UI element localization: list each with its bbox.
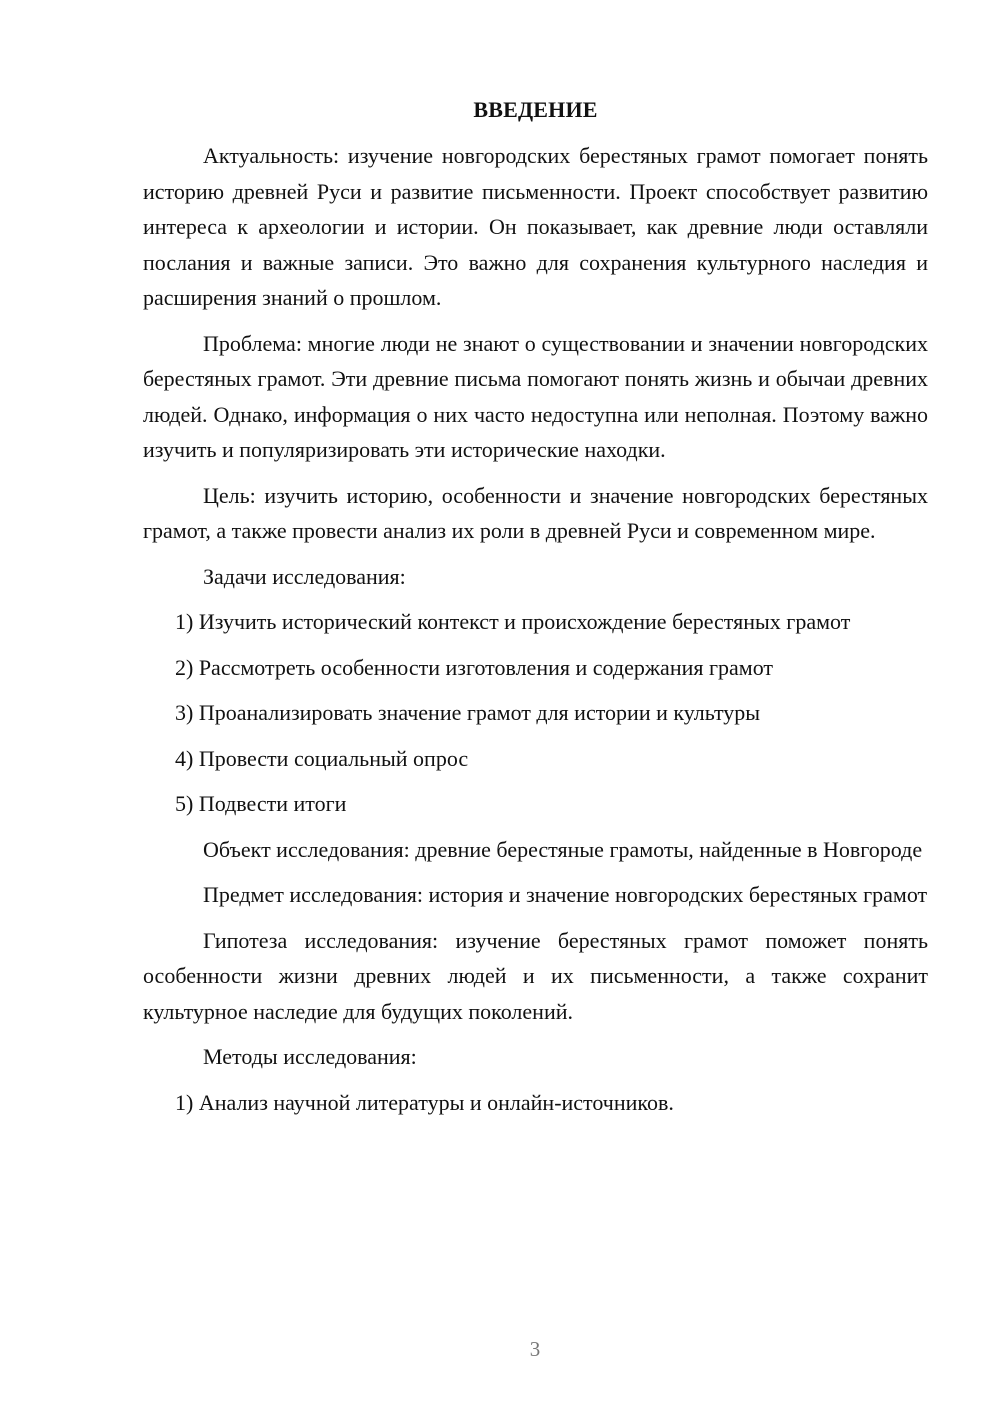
page-content (143, 96, 928, 1120)
subject-paragraph: Предмет исследования: история и значение новгородских берестяных грамот (203, 882, 928, 907)
hypothesis-paragraph: Гипотеза исследования: изучение берестяных грамот поможет понять особенности жизни древних людей и их письменности, а также сохранит культурное наследие для будущих поколений. (143, 927, 928, 1024)
tasks-heading: Задачи исследования: (203, 563, 406, 589)
task-item-4: 4) Провести социальный опрос (175, 745, 469, 771)
relevance-paragraph: Актуальность: изучение новгородских берестяных грамот помогает понять историю древней Руси и развитие письменности. Проект способствует развитию интереса к археологии и истории. Он показывает, как древние люди оставляли послания и важные записи. Это важно для сохранения культурного наследия и расширения знаний о прошлом. (143, 143, 928, 310)
methods-heading: Методы исследования: (203, 1044, 417, 1069)
task-item-3: 3) Проанализировать значение грамот для истории и культуры (175, 700, 761, 725)
method-item-1: 1) Анализ научной литературы и онлайн-источников. (175, 1089, 674, 1115)
task-item-1: 1) Изучить исторический контекст и происхождение берестяных грамот (175, 609, 851, 634)
task-item-2: 2) Рассмотреть особенности изготовления и содержания грамот (175, 654, 774, 680)
page-number: 3 (529, 1337, 541, 1361)
problem-paragraph: Проблема: многие люди не знают о существовании и значении новгородских берестяных грамот. Эти древние письма помогают понять жизнь и обычаи древних людей. Однако, информация о них часто недоступна или неполная. Поэтому важно изучить и популяризировать эти исторические находки. (143, 330, 928, 462)
goal-paragraph: Цель: изучить историю, особенности и значение новгородских берестяных грамот, а также провести анализ их роли в древней Руси и современном мире. (143, 482, 928, 543)
page-title: ВВЕДЕНИЕ (473, 97, 598, 122)
object-paragraph: Объект исследования: древние берестяные грамоты, найденные в Новгороде (203, 836, 923, 862)
task-item-5: 5) Подвести итоги (175, 791, 347, 816)
